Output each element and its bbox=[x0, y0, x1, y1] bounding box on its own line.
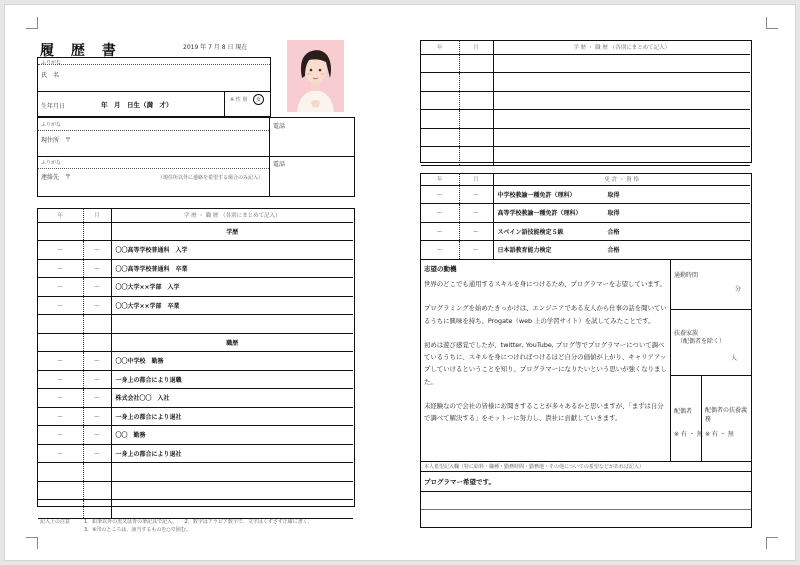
history-row[interactable] bbox=[38, 407, 353, 426]
header-year: 年 bbox=[38, 209, 83, 222]
history-entry[interactable]: 職歴 bbox=[111, 333, 353, 352]
license-entry[interactable] bbox=[493, 241, 750, 260]
crop-mark-top-right bbox=[766, 17, 778, 29]
birth-label: 生年月日 bbox=[41, 103, 66, 110]
crop-mark-bottom-left bbox=[26, 537, 38, 549]
motivation-paragraph: プログラミングを始めたきっかけは、エンジニアである友人から仕事の話を聞いているうちに興味を持ち、Progate（web 上の学習サイト）を試してみたことです。 bbox=[424, 304, 667, 325]
motivation-paragraph: 世界のどこでも通用するスキルを身につけるため、プログラマーを志望しています。 bbox=[424, 280, 666, 288]
contact-furigana-label: ふりがな bbox=[41, 160, 62, 166]
history-table-right bbox=[420, 40, 752, 163]
history-year[interactable]: 〜 bbox=[38, 278, 83, 297]
history-row[interactable] bbox=[38, 352, 353, 371]
motivation-paragraph: 初めは遊び感覚でしたが、twitter, YouTube, ブログ等でプログラマーについて調べているうちに、スキルを身につければつけるほど自分の価値が上がり、キャリアアップしていけるということを知り、プログラマーになりたいという思いが強くなりました。 bbox=[424, 340, 667, 386]
history-month[interactable]: 〜 bbox=[83, 444, 111, 463]
resume-date: 2019 年 7 月 8 日 現在 bbox=[183, 44, 248, 51]
wishes-row-divider-1 bbox=[421, 491, 751, 492]
address-furigana-label: ふりがな bbox=[41, 122, 62, 128]
header-year: 年 bbox=[421, 41, 459, 54]
license-status: 合格 bbox=[607, 228, 620, 236]
id-photo bbox=[287, 40, 344, 112]
history-month[interactable] bbox=[459, 147, 493, 166]
history-year[interactable]: 〜 bbox=[38, 444, 83, 463]
history-row[interactable] bbox=[421, 110, 750, 129]
history-year[interactable]: 〜 bbox=[38, 370, 83, 389]
license-row[interactable] bbox=[421, 241, 750, 260]
side-column-divider bbox=[670, 260, 671, 461]
history-month[interactable] bbox=[459, 54, 493, 73]
history-month[interactable] bbox=[83, 481, 111, 500]
history-row[interactable] bbox=[38, 259, 353, 278]
history-header-row bbox=[38, 209, 353, 222]
history-row[interactable] bbox=[38, 463, 353, 482]
contact-note: （現住所以外に連絡を希望する場合のみ記入） bbox=[158, 175, 264, 181]
history-year[interactable] bbox=[38, 222, 83, 241]
header-year: 年 bbox=[421, 174, 459, 185]
history-row[interactable] bbox=[421, 54, 750, 73]
history-entry[interactable] bbox=[493, 91, 750, 110]
history-entry[interactable]: 〇〇高等学校普通科 卒業 bbox=[111, 259, 353, 278]
history-row[interactable] bbox=[38, 481, 353, 500]
notes-label: 記入上の注意 bbox=[40, 519, 71, 525]
phone-label: 電話 bbox=[273, 123, 286, 130]
history-entry[interactable]: 一身上の都合により退社 bbox=[111, 407, 353, 426]
history-month[interactable] bbox=[83, 463, 111, 482]
license-status: 取得 bbox=[607, 191, 620, 199]
license-entry[interactable] bbox=[493, 185, 750, 204]
motivation-text bbox=[424, 278, 668, 425]
gender-circle[interactable]: 女 bbox=[253, 94, 264, 105]
history-year[interactable] bbox=[38, 315, 83, 334]
crop-mark-bottom-right bbox=[766, 537, 778, 549]
dependents-label: 扶養家族 bbox=[674, 330, 699, 337]
commute-label: 通勤時間 bbox=[674, 272, 699, 279]
spouse-divider bbox=[701, 375, 702, 461]
license-year[interactable]: 〜 bbox=[421, 185, 459, 204]
notes-line-1: 1．鉛筆以外の黒又は青の筆記具で記入。 2．数字はアラビア数字で、文字はくずさず正確に書く。 bbox=[84, 519, 313, 525]
history-month[interactable]: 〜 bbox=[83, 296, 111, 315]
wishes-label-divider bbox=[421, 471, 751, 472]
wishes-top-divider bbox=[421, 461, 751, 462]
name-block bbox=[37, 57, 271, 117]
history-row[interactable] bbox=[38, 389, 353, 408]
header-month: 月 bbox=[83, 209, 111, 222]
dependents-unit: 人 bbox=[731, 355, 738, 362]
license-name: スペイン語技能検定５級 bbox=[497, 228, 564, 236]
header-licenses: 免 許 ・ 資 格 bbox=[493, 174, 750, 185]
spouse-value[interactable]: ※ 有 ・ 無 bbox=[674, 431, 703, 438]
history-month[interactable]: 〜 bbox=[83, 407, 111, 426]
history-year[interactable] bbox=[421, 128, 459, 147]
history-month[interactable] bbox=[459, 91, 493, 110]
history-entry[interactable] bbox=[111, 315, 353, 334]
gender-label: ※ 性 別 bbox=[230, 97, 248, 103]
history-row[interactable] bbox=[38, 333, 353, 352]
history-year[interactable]: 〜 bbox=[38, 259, 83, 278]
history-entry[interactable] bbox=[111, 481, 353, 500]
history-month[interactable] bbox=[459, 128, 493, 147]
history-year[interactable]: 〜 bbox=[38, 389, 83, 408]
history-year[interactable]: 〜 bbox=[38, 407, 83, 426]
history-entry[interactable] bbox=[111, 500, 353, 519]
licenses-table bbox=[420, 173, 752, 260]
history-entry[interactable]: 学歴 bbox=[111, 222, 353, 241]
history-table-left bbox=[37, 208, 355, 507]
history-month[interactable]: 〜 bbox=[83, 370, 111, 389]
history-row[interactable] bbox=[38, 241, 353, 260]
history-year[interactable]: 〜 bbox=[38, 426, 83, 445]
wishes-row-divider-2 bbox=[421, 509, 751, 510]
license-year[interactable]: 〜 bbox=[421, 241, 459, 260]
history-month[interactable]: 〜 bbox=[83, 241, 111, 260]
history-year[interactable]: 〜 bbox=[38, 352, 83, 371]
license-month[interactable]: 〜 bbox=[459, 222, 493, 241]
history-year[interactable] bbox=[421, 91, 459, 110]
motivation-area[interactable] bbox=[424, 264, 668, 437]
history-entry[interactable] bbox=[493, 54, 750, 73]
crop-mark-top-left bbox=[26, 17, 38, 29]
history-year[interactable] bbox=[421, 54, 459, 73]
history-entry[interactable] bbox=[493, 147, 750, 166]
motivation-paragraph: 未経験なので会社の皆様にお聞きすることが多々あるかと思いますが、「まずは自分で調べて解決する」をモットーに努力し、貴社に貢献していきます。 bbox=[424, 402, 664, 423]
history-entry[interactable] bbox=[111, 463, 353, 482]
history-month[interactable] bbox=[83, 315, 111, 334]
history-row[interactable] bbox=[38, 315, 353, 334]
address-furigana-divider bbox=[38, 130, 269, 131]
history-row[interactable] bbox=[421, 73, 750, 92]
license-name: 日本語教育能力検定 bbox=[497, 247, 552, 255]
motivation-block bbox=[420, 260, 752, 528]
furigana-divider bbox=[38, 64, 270, 65]
history-entry[interactable] bbox=[493, 73, 750, 92]
history-row[interactable] bbox=[421, 91, 750, 110]
license-name: 高等学校教諭一種免許（理科） bbox=[497, 210, 582, 218]
history-entry[interactable]: 〇〇高等学校普通科 入学 bbox=[111, 241, 353, 260]
history-year[interactable] bbox=[38, 333, 83, 352]
history-year[interactable] bbox=[421, 147, 459, 166]
license-row[interactable] bbox=[421, 185, 750, 204]
history-row[interactable] bbox=[38, 296, 353, 315]
history-entry[interactable]: 一身上の都合により退社 bbox=[111, 444, 353, 463]
license-month[interactable]: 〜 bbox=[459, 204, 493, 223]
history-row[interactable] bbox=[38, 444, 353, 463]
history-year[interactable] bbox=[421, 73, 459, 92]
history-row[interactable] bbox=[38, 278, 353, 297]
license-status: 取得 bbox=[607, 210, 620, 218]
license-entry[interactable] bbox=[493, 222, 750, 241]
license-year[interactable]: 〜 bbox=[421, 222, 459, 241]
history-year[interactable]: 〜 bbox=[38, 296, 83, 315]
history-entry[interactable]: 〇〇中学校 勤務 bbox=[111, 352, 353, 371]
spouse-support-value[interactable]: ※ 有 ・ 無 bbox=[705, 431, 734, 438]
history-month[interactable]: 〜 bbox=[83, 259, 111, 278]
history-row[interactable] bbox=[38, 426, 353, 445]
license-name: 中学校教諭一種免許（理科） bbox=[497, 191, 576, 199]
address-divider bbox=[38, 156, 354, 157]
history-entry[interactable]: 一身上の都合により退職 bbox=[111, 370, 353, 389]
history-year[interactable]: 〜 bbox=[38, 241, 83, 260]
contact-furigana-divider bbox=[38, 168, 269, 169]
history-year[interactable] bbox=[421, 110, 459, 129]
motivation-heading: 志望の動機 bbox=[424, 265, 457, 273]
license-year[interactable]: 〜 bbox=[421, 204, 459, 223]
history-row[interactable] bbox=[421, 147, 750, 166]
history-row[interactable] bbox=[38, 500, 353, 519]
header-month: 月 bbox=[459, 41, 493, 54]
wishes-value[interactable]: プログラマー希望です。 bbox=[424, 478, 495, 486]
history-month[interactable] bbox=[83, 500, 111, 519]
notes-line-2: 3．※印のところは、該当するものを○で囲む。 bbox=[84, 527, 191, 533]
header-history: 学 歴 ・ 職 歴 （各別にまとめて記入） bbox=[111, 209, 353, 222]
license-month[interactable]: 〜 bbox=[459, 185, 493, 204]
header-history: 学 歴 ・ 職 歴 （各別にまとめて記入） bbox=[493, 41, 750, 54]
gender-divider bbox=[224, 91, 225, 116]
phone-column-divider bbox=[269, 118, 270, 196]
history-entry[interactable] bbox=[493, 128, 750, 147]
furigana-label: ふりがな bbox=[41, 60, 62, 66]
history-month[interactable] bbox=[83, 333, 111, 352]
history-month[interactable]: 〜 bbox=[83, 426, 111, 445]
commute-divider bbox=[670, 309, 752, 310]
wishes-label: 本人希望記入欄（特に給料・職種・勤務時間・勤務地・その他についての希望などがあれば記入） bbox=[424, 464, 644, 470]
history-year[interactable] bbox=[38, 463, 83, 482]
contact-label: 連絡先 〒 bbox=[41, 174, 72, 181]
history-row[interactable] bbox=[38, 222, 353, 241]
history-year[interactable] bbox=[38, 500, 83, 519]
history-month[interactable] bbox=[459, 110, 493, 129]
history-row[interactable] bbox=[421, 128, 750, 147]
history-month[interactable]: 〜 bbox=[83, 389, 111, 408]
name-divider bbox=[38, 91, 270, 92]
history-month[interactable] bbox=[459, 73, 493, 92]
history-entry[interactable]: 株式会社〇〇 入社 bbox=[111, 389, 353, 408]
resume-title: 履 歴 書 bbox=[40, 43, 122, 59]
portrait-illustration-icon bbox=[287, 40, 344, 112]
history-entry[interactable]: 〇〇大学××学部 入学 bbox=[111, 278, 353, 297]
licenses-header-row bbox=[421, 174, 750, 185]
license-status: 合格 bbox=[607, 247, 620, 255]
history-header-row bbox=[421, 41, 750, 54]
history-entry[interactable]: 〇〇大学××学部 卒業 bbox=[111, 296, 353, 315]
header-month: 月 bbox=[459, 174, 493, 185]
license-entry[interactable] bbox=[493, 204, 750, 223]
history-month[interactable]: 〜 bbox=[83, 278, 111, 297]
spouse-support-label: 配偶者の扶養義務 bbox=[705, 407, 748, 423]
history-month[interactable] bbox=[83, 222, 111, 241]
contact-phone-label: 電話 bbox=[273, 161, 286, 168]
dependents-note: （配偶者を除く） bbox=[677, 338, 726, 345]
history-row[interactable] bbox=[38, 370, 353, 389]
license-row[interactable] bbox=[421, 222, 750, 241]
name-label: 氏 名 bbox=[41, 72, 60, 79]
license-month[interactable]: 〜 bbox=[459, 241, 493, 260]
history-entry[interactable]: 〇〇 勤務 bbox=[111, 426, 353, 445]
history-year[interactable] bbox=[38, 481, 83, 500]
history-month[interactable]: 〜 bbox=[83, 352, 111, 371]
dependents-divider bbox=[670, 375, 752, 376]
commute-unit: 分 bbox=[735, 286, 742, 293]
spouse-label: 配偶者 bbox=[674, 408, 693, 415]
history-entry[interactable] bbox=[493, 110, 750, 129]
address-label: 現住所 〒 bbox=[41, 137, 72, 144]
birth-value: 年 月 日生（満 才） bbox=[101, 101, 173, 109]
address-block bbox=[37, 117, 355, 197]
license-row[interactable] bbox=[421, 204, 750, 223]
